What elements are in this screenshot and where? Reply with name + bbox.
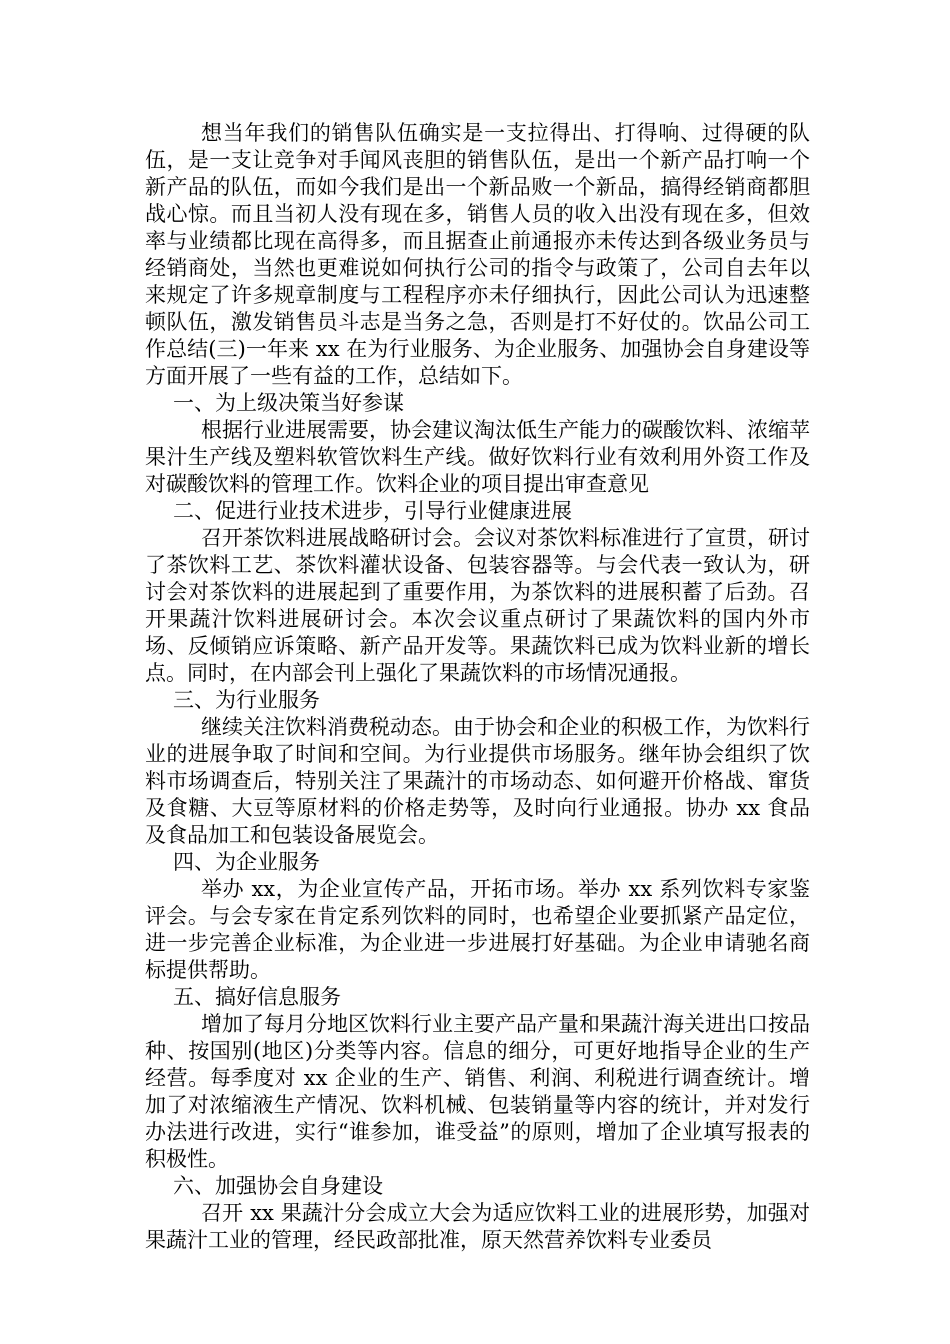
paragraph-section-3: 继续关注饮料消费税动态。由于协会和企业的积极工作，为饮料行业的进展争取了时间和空间。为行业提供市场服务。继年协会组织了饮料市场调查后，特别关注了果蔬汁的市场动态、如何避开价格战、窜货及食糖、大豆等原材料的价格走势等，及时向行业通报。协办 xx 食品及食品加工和包装设备展览会。 [145,715,810,847]
paragraph-section-6: 召开 xx 果蔬汁分会成立大会为适应饮料工业的进展形势，加强对果蔬汁工业的管理，经民政部批准，原天然营养饮料专业委员 [145,1201,810,1252]
paragraph-section-5: 增加了每月分地区饮料行业主要产品产量和果蔬汁海关进出口按品种、按国别(地区)分类等内容。信息的细分，可更好地指导企业的生产经营。每季度对 xx 企业的生产、销售、利润、利税进行调查统计。增加了对浓缩液生产情况、饮料机械、包装销量等内容的统计，并对发行办法进行改进，实行“谁参加，谁受益”的原则，增加了企业填写报表的积极性。 [145,1012,810,1171]
paragraph-intro: 想当年我们的销售队伍确实是一支拉得出、打得响、过得硬的队伍，是一支让竞争对手闻风丧胆的销售队伍，是出一个新产品打响一个新产品的队伍，而如今我们是出一个新品败一个新品，搞得经销商都胆战心惊。而且当初人没有现在多，销售人员的收入出没有现在多，但效率与业绩都比现在高得多，而且据查止前通报亦未传达到各级业务员与经销商处，当然也更难说如何执行公司的指令与政策了，公司自去年以来规定了许多规章制度与工程程序亦未仔细执行，因此公司认为迅速整顿队伍，激发销售员斗志是当务之急，否则是打不好仗的。饮品公司工作总结(三)一年来 xx 在为行业服务、为企业服务、加强协会自身建设等方面开展了一些有益的工作，总结如下。 [145,121,810,388]
paragraph-section-2: 召开茶饮料进展战略研讨会。会议对茶饮料标准进行了宣贯，研讨了茶饮料工艺、茶饮料灌状设备、包装容器等。与会代表一致认为，研讨会对茶饮料的进展起到了重要作用，为茶饮料的进展积蓄了后劲。召开果蔬汁饮料进展研讨会。本次会议重点研讨了果蔬饮料的国内外市场、反倾销应诉策略、新产品开发等。果蔬饮料已成为饮料业新的增长点。同时，在内部会刊上强化了果蔬饮料的市场情况通报。 [145,526,810,685]
paragraph-section-4: 举办 xx，为企业宣传产品，开拓市场。举办 xx 系列饮料专家鉴评会。与会专家在肯定系列饮料的同时，也希望企业要抓紧产品定位，进一步完善企业标准，为企业进一步进展打好基础。为企业申请驰名商标提供帮助。 [145,877,810,982]
paragraph-section-1: 根据行业进展需要，协会建议淘汰低生产能力的碳酸饮料、浓缩苹果汁生产线及塑料软管饮料生产线。做好饮料行业有效利用外资工作及对碳酸饮料的管理工作。饮料企业的项目提出审查意见 [145,418,810,496]
section-heading-1: 一、为上级决策当好参谋 [173,391,404,415]
section-heading-2: 二、促进行业技术进步，引导行业健康进展 [173,499,572,523]
section-heading-4: 四、为企业服务 [173,850,320,874]
section-heading-6: 六、加强协会自身建设 [173,1174,383,1198]
section-heading-3: 三、为行业服务 [173,688,320,712]
document-body [145,120,810,1254]
section-heading-5: 五、搞好信息服务 [173,985,341,1009]
